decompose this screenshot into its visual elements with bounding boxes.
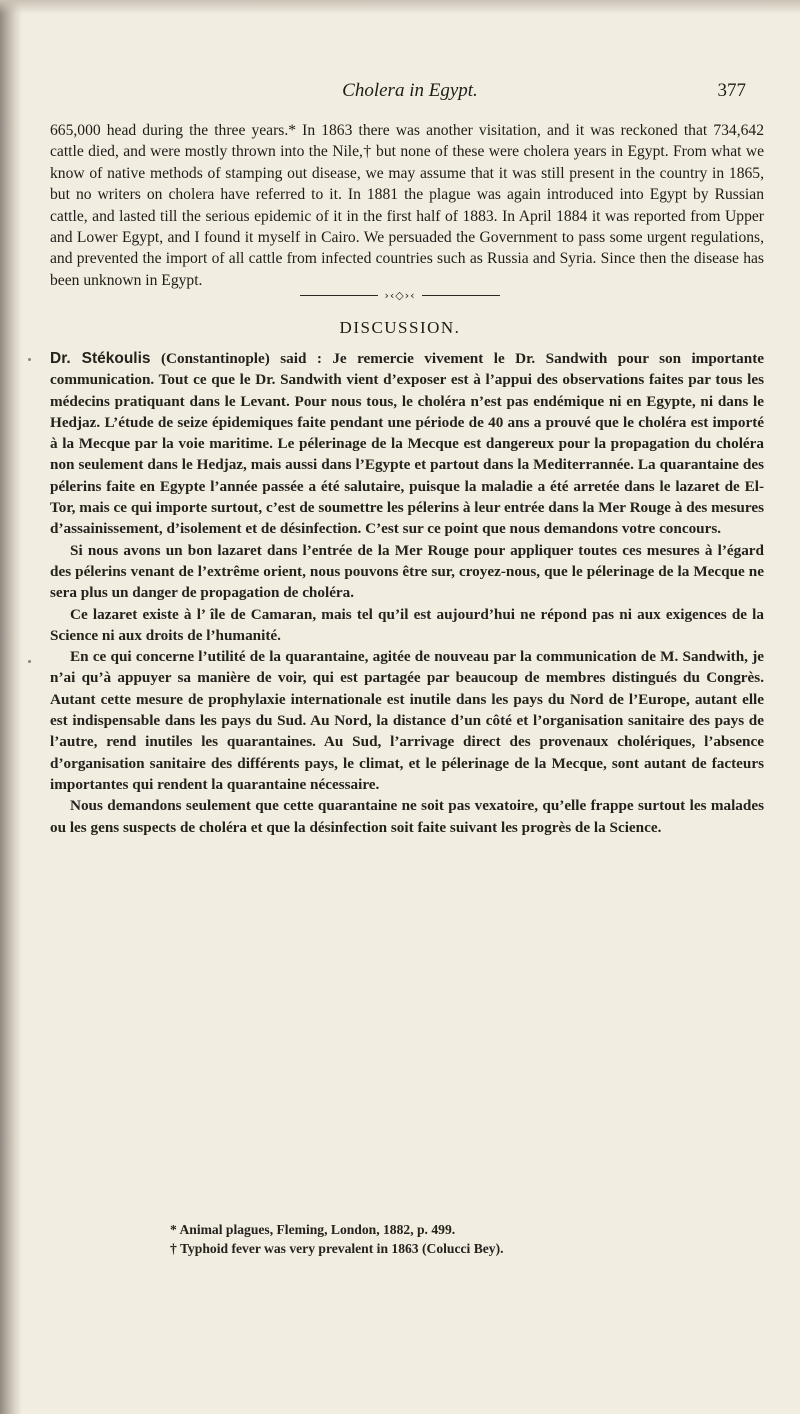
discussion-paragraph-3: Ce lazaret existe à l’ île de Camaran, mais tel qu’il est aujourd’hui ne répond pas ni aux exigences de la Science ni aux droits de l’humanité. — [50, 605, 764, 644]
discussion-heading: DISCUSSION. — [339, 318, 461, 337]
running-head — [0, 80, 800, 106]
discussion-paragraph-4: En ce qui concerne l’utilité de la quarantaine, agitée de nouveau par la communication de M. Sandwith, je n’ai qu’à appuyer sa manière de voir, qui est partagée par beaucoup de membres distingués du Congrès. Autant cette mesure de prophylaxie internationale est inutile dans les pays du Nord de l’Europe, autant elle est indispensable dans les pays du Sud. Au Nord, la distance d’un côté et l’organisation sanitaire des pays de l’autre, rend inutiles les quarantaines. Au Sud, l’arrivage direct des provenaux cholériques, l’absence d’organisation sanitaire des différents pays, le climat, et le pélerinage de la Mecque, sont autant de facteurs importantes qui rendent la quarantaine nécessaire. — [50, 648, 764, 793]
running-head-title: Cholera in Egypt. — [342, 80, 478, 101]
margin-speck — [28, 660, 31, 663]
discussion-paragraph-1-text: (Constantinople) said : Je remercie vivement le Dr. Sandwith pour son importante communication. Tout ce que le Dr. Sandwith vient d’exposer est à l’appui des observations faites par tous les médecins pratiquant dans le Levant. Pour nous tous, le choléra n’est pas endémique ni en Egypte, ni dans le Hedjaz. L’étude de seize épidemiques faite pendant une période de 40 ans a prouvé que le choléra est importé à la Mecque par la voie maritime. Le pélerinage de la Mecque est dangereux pour la propagation du choléra non seulement dans le Hedjaz, mais aussi dans l’Egypte et partout dans la Mediterrannée. La quarantaine des pélerins faite en Egypte l’année passée a été salutaire, puisque la maladie a été arretée dans le lazaret de El-Tor, mais ce qui importe surtout, c’est de soumettre les pélerins à leur entrée dans la Mer Rouge à des mesures d’assainissement, d’isolement et de désinfection. C’est sur ce point que nous demandons votre concours. — [50, 350, 765, 538]
footnote-2: † Typhoid fever was very prevalent in 1863 (Colucci Bey). — [170, 1241, 504, 1256]
divider-glyph: ›‹◇›‹ — [384, 288, 416, 302]
page-number: 377 — [717, 80, 746, 101]
page-top-edge — [0, 0, 800, 14]
discussion-paragraph-1 — [50, 348, 764, 540]
footnote-1: * Animal plagues, Fleming, London, 1882, p. 499. — [170, 1222, 456, 1237]
discussion-paragraph-5: Nous demandons seulement que cette quarantaine ne soit pas vexatoire, qu’elle frappe surtout les malades ou les gens suspects de choléra et que la désinfection soit faite suivant les progrès de la Science. — [50, 797, 764, 836]
divider-rule-right — [422, 295, 500, 296]
essay-paragraph: 665,000 head during the three years.* In 1863 there was another visitation, and it was reckoned that 734,642 cattle died, and were mostly thrown into the Nile,† but none of these were cholera years in Egypt. From what we know of native methods of stamping out disease, we may assume that it was still present in the country in 1865, but no writers on cholera have referred to it. In 1881 the plague was again introduced into Egypt by Russian cattle, and lasted till the serious epidemic of it in the first half of 1883. In April 1884 it was reported from Upper and Lower Egypt, and I found it myself in Cairo. We persuaded the Government to pass some urgent regulations, and prevented the import of all cattle from infected countries such as Russia and Syria. Since then the disease has been unknown in Egypt. — [50, 122, 764, 289]
footnotes — [50, 1220, 764, 1258]
binding-gutter-shadow — [0, 0, 22, 1414]
divider-rule-left — [300, 295, 378, 296]
margin-speck — [28, 358, 31, 361]
section-divider-ornament — [0, 288, 800, 302]
discussion-paragraph-2: Si nous avons un bon lazaret dans l’entrée de la Mer Rouge pour appliquer toutes ces mesures à l’égard des pélerins venant de l’extrême orient, nous pouvons être sur, croyez-nous, que le pélerinage de la Mecque ne sera plus un danger de propagation de choléra. — [50, 541, 764, 602]
discussion-body — [50, 348, 764, 838]
speaker-name: Dr. Stékoulis — [50, 350, 151, 367]
